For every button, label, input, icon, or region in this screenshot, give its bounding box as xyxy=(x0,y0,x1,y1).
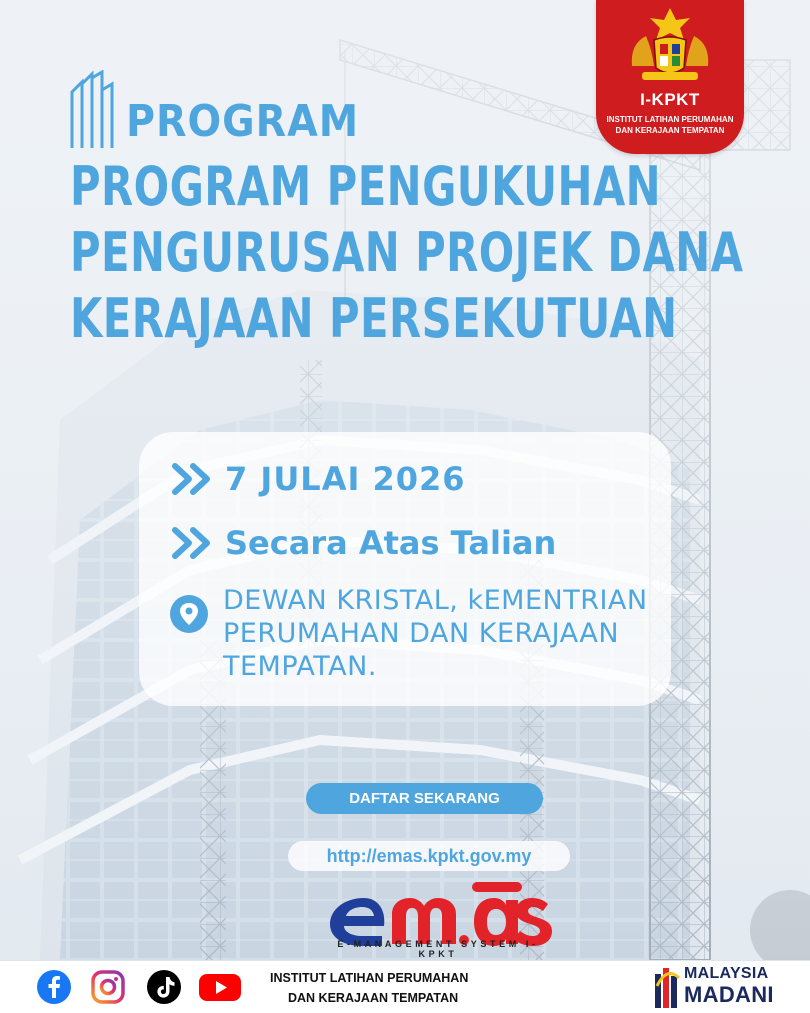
building-outline-icon xyxy=(68,70,120,150)
title-line-3: KERAJAAN PERSEKUTUAN xyxy=(70,287,678,350)
instagram-icon[interactable] xyxy=(90,969,126,1005)
footer-org-line-2: DAN KERAJAAN TEMPATAN xyxy=(288,991,459,1005)
event-details-card xyxy=(139,432,671,706)
location-pin-icon xyxy=(169,594,209,634)
footer-bar xyxy=(0,961,810,1013)
register-button[interactable]: DAFTAR SEKARANG xyxy=(306,783,543,814)
coat-of-arms-icon xyxy=(624,6,716,88)
event-date: 7 JULAI 2026 xyxy=(225,460,466,498)
madani-text-line-1: MALAYSIA xyxy=(684,965,769,982)
facebook-icon[interactable] xyxy=(36,969,72,1005)
mode-row xyxy=(171,524,556,562)
badge-subtitle-line-1: INSTITUT LATIHAN PERUMAHAN xyxy=(606,115,734,124)
event-venue: DEWAN KRISTAL, kEMENTRIAN PERUMAHAN DAN KERAJAAN TEMPATAN. xyxy=(223,585,648,682)
ikpkt-badge xyxy=(596,0,744,154)
madani-text-line-2: MADANI xyxy=(684,982,774,1007)
program-label: PROGRAM xyxy=(126,96,360,147)
badge-subtitle-line-2: DAN KERAJAAN TEMPATAN xyxy=(615,126,725,135)
badge-subtitle xyxy=(596,114,744,136)
website-link[interactable]: http://emas.kpkt.gov.my xyxy=(288,841,570,871)
double-chevron-icon xyxy=(171,462,215,496)
youtube-icon[interactable] xyxy=(198,969,242,1005)
malaysia-madani-logo-icon xyxy=(654,964,680,1010)
tiktok-icon[interactable] xyxy=(146,969,182,1005)
emas-tagline: E-MANAGEMENT SYSTEM I-KPKT xyxy=(337,939,539,959)
date-row xyxy=(171,460,466,498)
double-chevron-icon xyxy=(171,526,215,560)
badge-name: I-KPKT xyxy=(640,90,700,109)
event-mode: Secara Atas Talian xyxy=(225,524,557,562)
footer-org-line-1: INSTITUT LATIHAN PERUMAHAN xyxy=(270,971,469,985)
title-line-2: PENGURUSAN PROJEK DANA xyxy=(70,221,744,284)
title-line-1: PROGRAM PENGUKUHAN xyxy=(70,155,662,218)
